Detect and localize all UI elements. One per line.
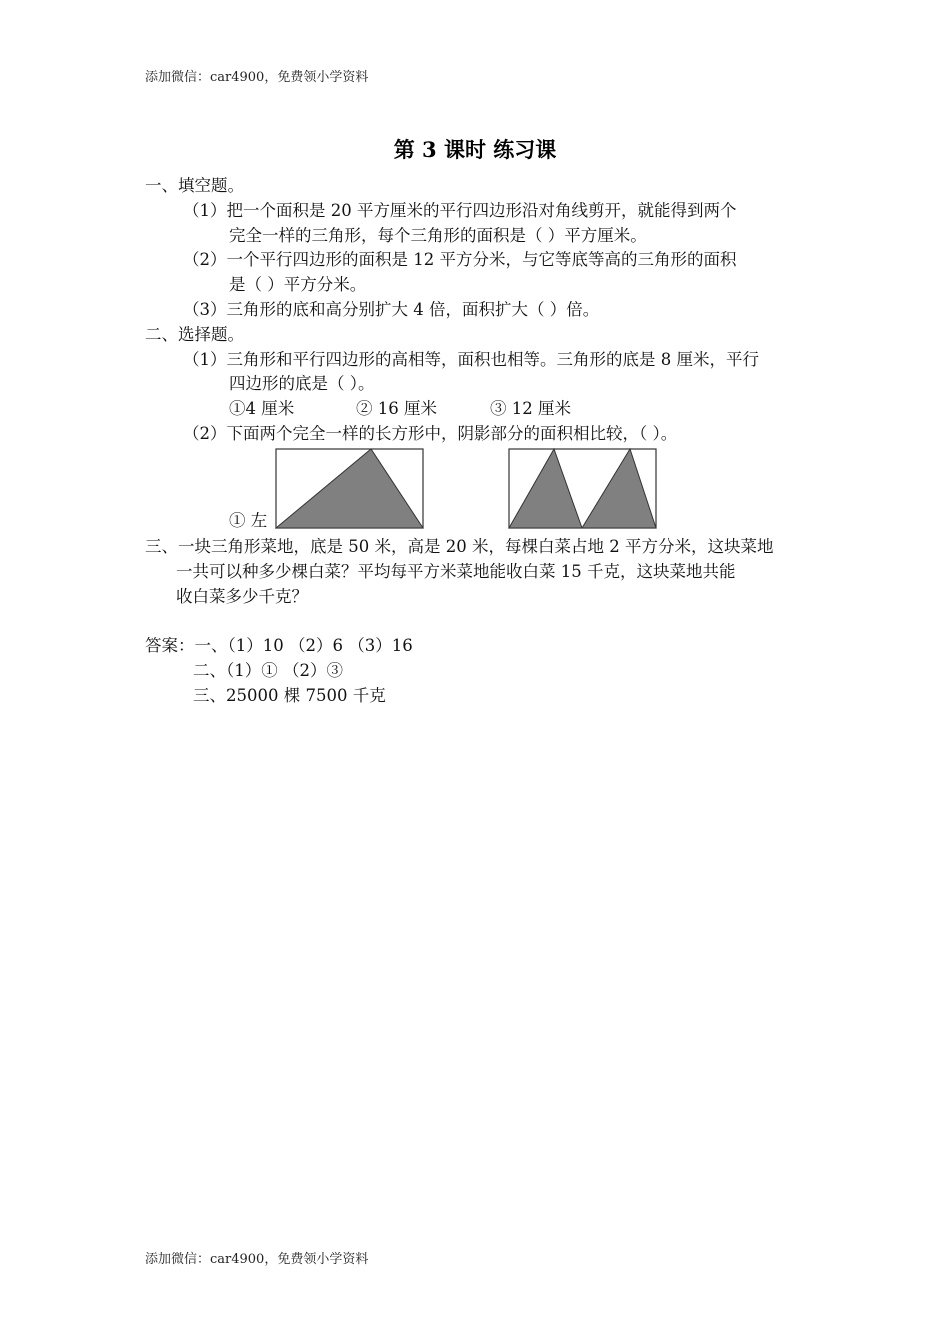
option-2: ② 16 厘米 [356, 399, 437, 418]
section2-q2-line1: （2）下面两个完全一样的长方形中，阴影部分的面积相比较，（ ）。 [183, 424, 678, 443]
page-footer-text: 添加微信：car4900，免费领小学资料 [145, 1252, 369, 1267]
section1-q1-line2: 完全一样的三角形，每个三角形的面积是（ ）平方厘米。 [229, 226, 647, 245]
section1-q1-line1: （1）把一个面积是 20 平方厘米的平行四边形沿对角线剪开，就能得到两个 [183, 201, 737, 220]
page-header-text: 添加微信：car4900，免费领小学资料 [145, 70, 369, 85]
answers-line2: 二、（1）① （2）③ [193, 661, 343, 680]
option-3: ③ 12 厘米 [490, 399, 571, 418]
section3-line2: 一共可以种多少棵白菜？平均每平方米菜地能收白菜 15 千克，这块菜地共能 [176, 562, 736, 581]
left-rectangle-figure [275, 448, 425, 530]
section1-q2-line1: （2）一个平行四边形的面积是 12 平方分米，与它等底等高的三角形的面积 [183, 250, 737, 269]
section1-q3-line1: （3）三角形的底和高分别扩大 4 倍，面积扩大（ ）倍。 [183, 300, 600, 319]
section3-line3: 收白菜多少千克？ [176, 587, 308, 606]
section2-q1-line2: 四边形的底是（ ）。 [229, 374, 375, 393]
section1-q2-line2: 是（ ）平方分米。 [229, 275, 367, 294]
section2-q1-line1: （1）三角形和平行四边形的高相等，面积也相等。三角形的底是 8 厘米，平行 [183, 350, 759, 369]
page-title: 第 3 课时 练习课 [393, 137, 557, 162]
right-rectangle-figure [508, 448, 658, 530]
section2-q2-option: ① 左 [229, 511, 268, 530]
answers-line1: 答案：一、（1）10 （2）6 （3）16 [145, 636, 413, 655]
section2-heading: 二、选择题。 [145, 325, 244, 344]
option-1: ①4 厘米 [229, 399, 295, 418]
section1-heading: 一、填空题。 [145, 176, 244, 195]
section3-line1: 三、一块三角形菜地，底是 50 米，高是 20 米，每棵白菜占地 2 平方分米，这块菜地 [145, 537, 774, 556]
answers-line3: 三、25000 棵 7500 千克 [193, 686, 386, 705]
